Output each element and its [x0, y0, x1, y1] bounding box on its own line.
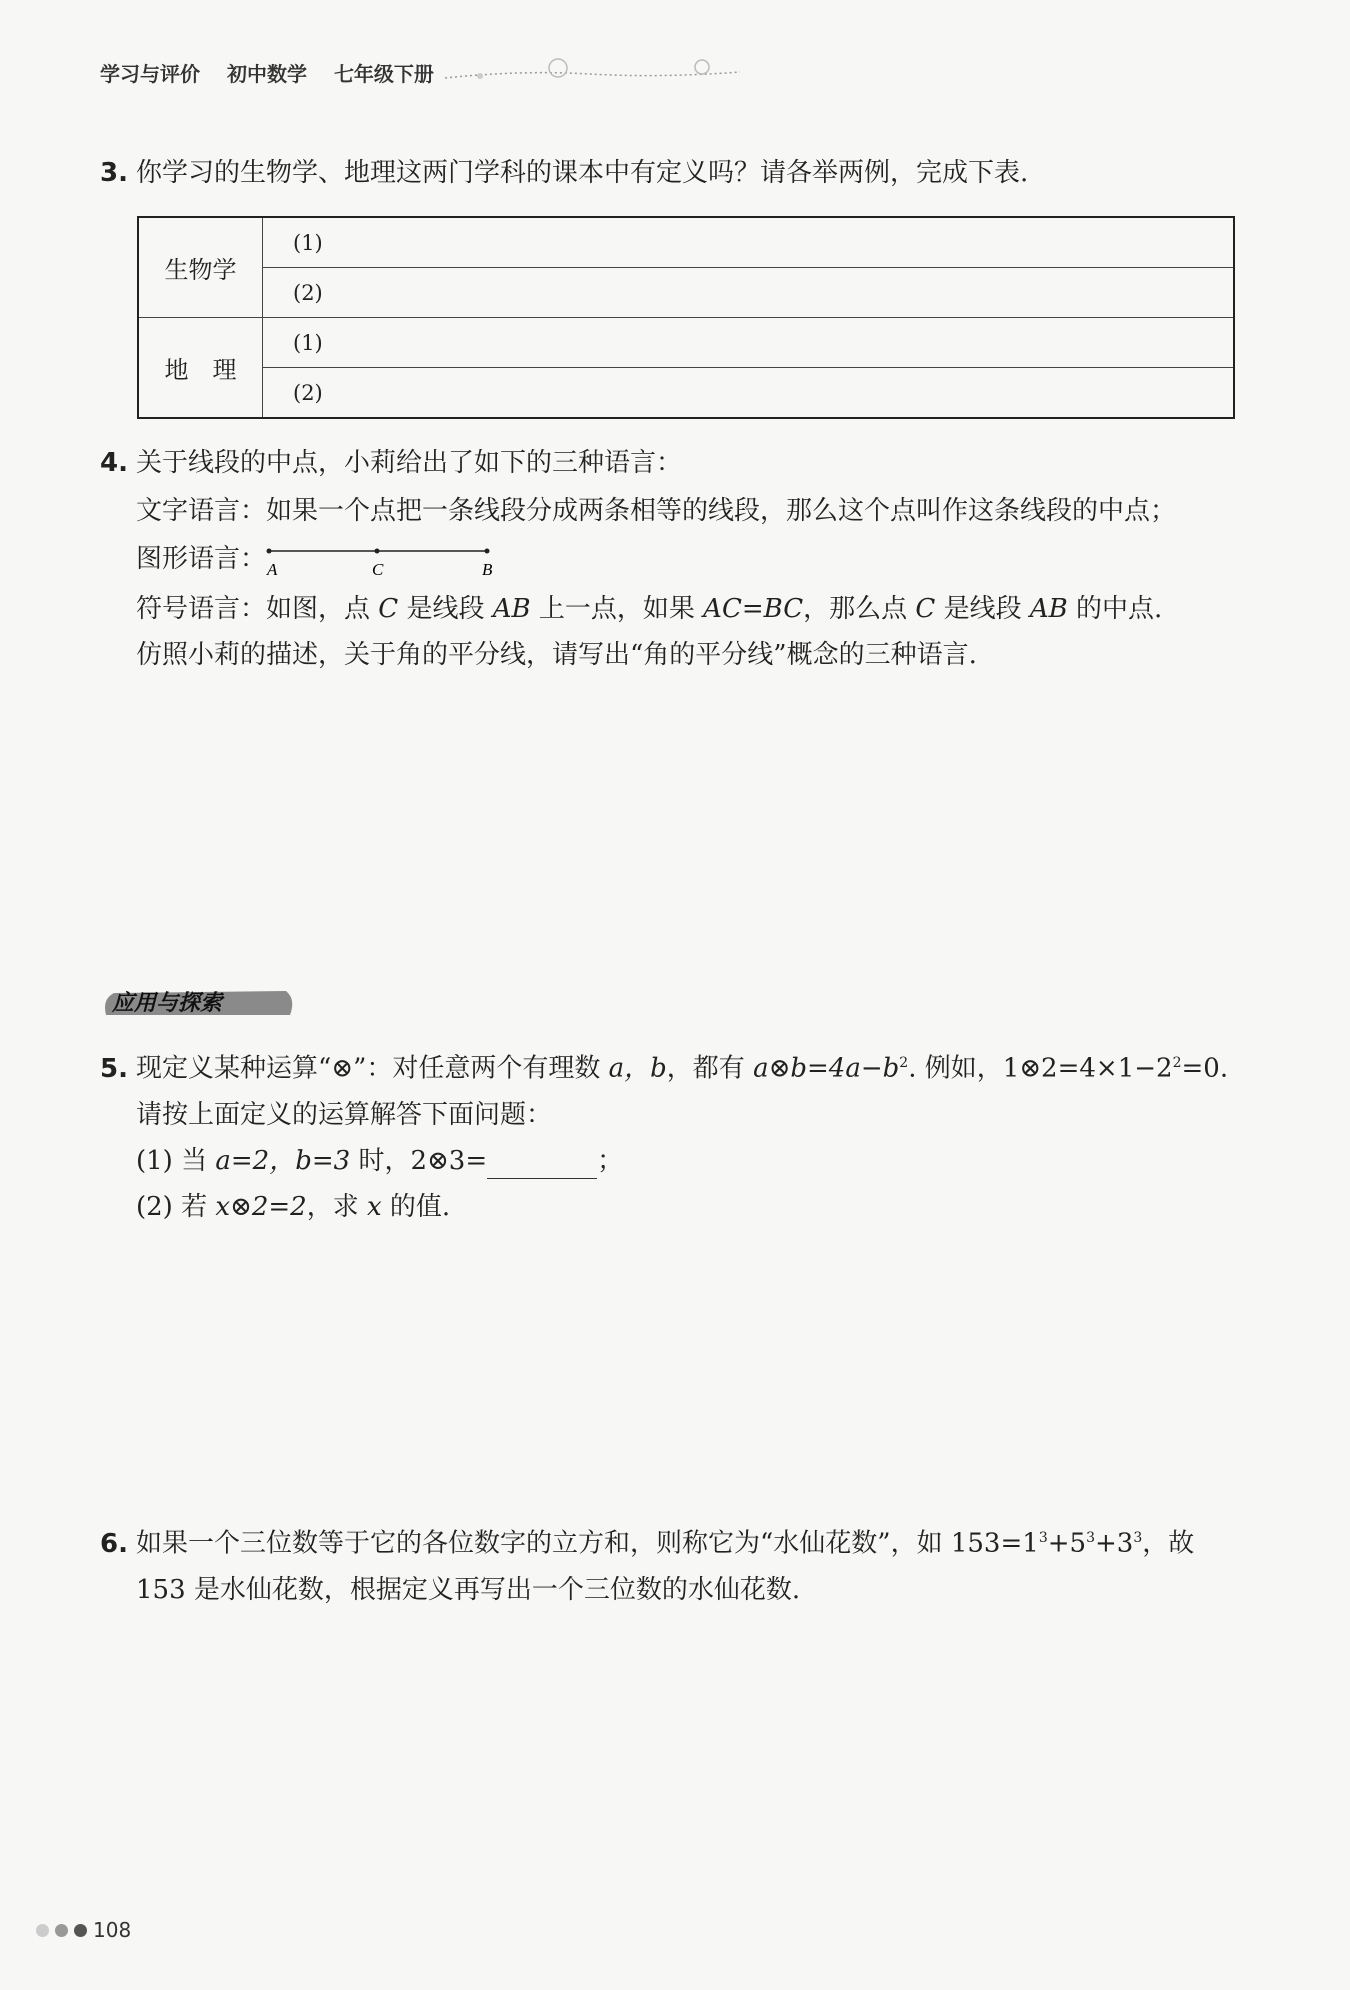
text-run: 现定义某种运算“⊗”：对任意两个有理数 [136, 1053, 601, 1084]
text-run: 是线段 [943, 594, 1022, 624]
text-run: =0. [1181, 1053, 1229, 1084]
text-run: ，故 [1142, 1528, 1195, 1559]
text-run: . 例如，1⊗2=4×1−2 [908, 1053, 1173, 1084]
table-row [138, 318, 1234, 368]
book-title: 学习与评价 [100, 62, 200, 86]
point-b-label: B [482, 560, 493, 579]
section-title: 应用与探索 [112, 991, 223, 1016]
question-text: 你学习的生物学、地理这两门学科的课本中有定义吗？请各举两例，完成下表. [136, 158, 1029, 188]
question-5: 5. 现定义某种运算“⊗”：对任意两个有理数 a，b，都有 $a\otimes b=4a-b^2$. 例如，$1\otimes 2=4\times 1-2^2=0$. 请按上面定义的运算解答下面问题： (1) 当 a=2，b=3 时，2⊗3= ； (2) 若 x⊗2=2，求 x 的值. [100, 1045, 1228, 1225]
section-heading [100, 985, 300, 1023]
question-number: 5. [100, 1053, 128, 1084]
item-label: (2) [293, 380, 323, 405]
math-expr: a=2，b=3 [215, 1145, 351, 1176]
footer-dot-icon [55, 1924, 68, 1937]
graph-language-label: 图形语言： [136, 544, 267, 574]
question-number: 6. [100, 1528, 128, 1559]
question-task: 仿照小莉的描述，关于角的平分线，请写出“角的平分线”概念的三种语言. [136, 640, 977, 670]
question-intro: 关于线段的中点，小莉给出了如下的三种语言： [136, 448, 683, 478]
text-run: +5 [1047, 1528, 1087, 1559]
text-run: (1) 当 [136, 1145, 208, 1176]
question-6: 6. 如果一个三位数等于它的各位数字的立方和，则称它为“水仙花数”，如 $153=1^3+5^3+3^3$，故 153 是水仙花数，根据定义再写出一个三位数的水仙花数. [100, 1520, 1194, 1608]
text-run: 时，2⊗3= [358, 1145, 488, 1176]
symbol-language [100, 591, 1176, 627]
text-run: 上一点，如果 [538, 594, 695, 624]
subject-cell: 生物学 [138, 217, 263, 318]
math-var: x [366, 1191, 382, 1222]
text-run: +3 [1094, 1528, 1134, 1559]
question-text: 153 是水仙花数，根据定义再写出一个三位数的水仙花数. [136, 1574, 801, 1605]
answer-table [137, 216, 1235, 419]
text-run: ，那么点 [803, 594, 908, 624]
math-expr: x⊗2=2 [215, 1191, 307, 1222]
answer-cell[interactable] [263, 217, 1235, 268]
table-row [138, 217, 1234, 268]
math-expr: a⊗b=4a−b [753, 1053, 900, 1084]
question-3 [100, 155, 1028, 191]
question-number: 4. [100, 448, 128, 478]
running-header [100, 58, 454, 87]
math-var: a，b [608, 1053, 667, 1084]
text-run: 的值. [389, 1191, 451, 1222]
text-run: ； [597, 1145, 624, 1176]
subject-label: 初中数学 [226, 62, 307, 86]
section-banner [100, 985, 300, 1019]
sub-question-2 [100, 1189, 1228, 1225]
point-a-label: A [267, 560, 278, 579]
text-language: 文字语言：如果一个点把一条线段分成两条相等的线段，那么这个点叫作这条线段的中点； [136, 496, 1177, 526]
point-c-label: C [372, 560, 384, 579]
answer-cell[interactable] [263, 368, 1235, 419]
answer-cell[interactable] [263, 318, 1235, 368]
text-run: (2) 若 [136, 1191, 208, 1222]
item-label: (2) [293, 280, 323, 305]
text-run: 的中点. [1076, 594, 1163, 624]
question-number: 3. [100, 158, 128, 188]
page-footer [36, 1918, 131, 1942]
math-var: AB [492, 594, 531, 624]
text-run: ，求 [306, 1191, 359, 1222]
table-row [138, 268, 1234, 318]
item-label: (1) [293, 330, 323, 355]
question-text: 请按上面定义的运算解答下面问题： [136, 1099, 553, 1130]
page-number: 108 [93, 1918, 132, 1942]
subject-cell: 地 理 [138, 318, 263, 419]
grade-label: 七年级下册 [333, 62, 434, 86]
item-label: (1) [293, 230, 323, 255]
answer-cell[interactable] [263, 268, 1235, 318]
math-var: AB [1029, 594, 1068, 624]
answer-blank[interactable] [487, 1152, 597, 1179]
math-expr: AC=BC [703, 594, 804, 624]
text-run: ，都有 [666, 1053, 745, 1084]
table-row [138, 368, 1234, 419]
math-var: C [915, 594, 936, 624]
text-run: 符号语言：如图，点 [136, 594, 371, 624]
footer-dot-icon [36, 1924, 49, 1937]
sub-question-1 [100, 1143, 1228, 1179]
text-run: 如果一个三位数等于它的各位数字的立方和，则称它为“水仙花数”，如 153=1 [136, 1528, 1039, 1559]
text-run: 是线段 [406, 594, 485, 624]
question-4 [100, 445, 1176, 673]
math-var: C [378, 594, 399, 624]
footer-dot-icon [74, 1924, 87, 1937]
segment-diagram [264, 541, 504, 585]
header-decoration [440, 50, 770, 90]
